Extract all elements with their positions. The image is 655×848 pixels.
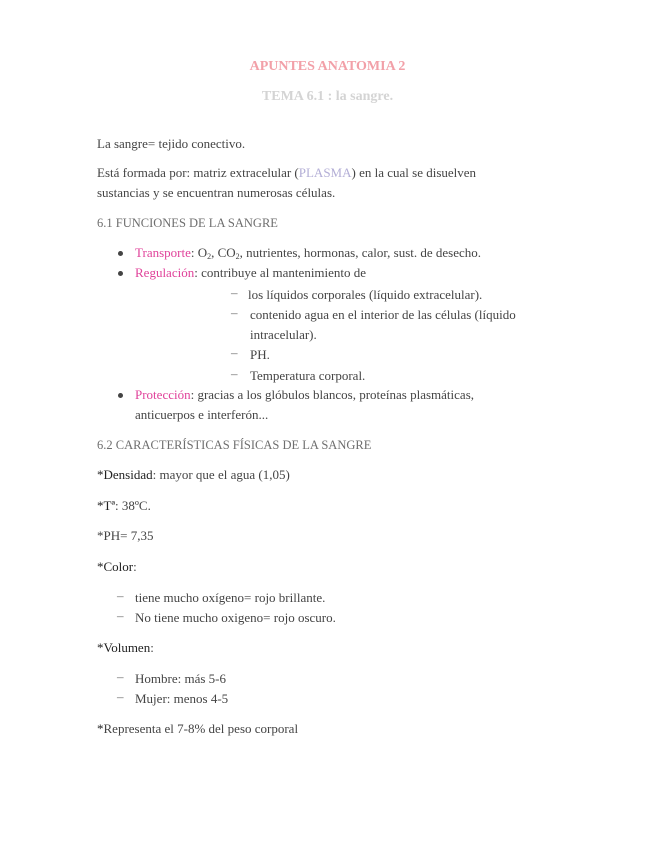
proteccion-label: Protección: [135, 387, 191, 402]
dash-icon: –: [231, 345, 238, 360]
representa-line: [97, 719, 298, 739]
bullet-icon: [118, 393, 123, 398]
plasma-term: PLASMA: [298, 165, 352, 180]
dash-icon: –: [231, 285, 238, 300]
dash-icon: –: [117, 689, 124, 704]
intro-line-1: La sangre= tejido conectivo.: [97, 136, 246, 151]
color-label: *Color: [97, 559, 134, 574]
proteccion-text: : gracias a los glóbulos blancos, proteínas plasmáticas,: [190, 387, 474, 402]
subscript-2: 2: [235, 252, 240, 261]
regulacion-subitem: Temperatura corporal.: [250, 368, 366, 383]
volumen-line: [97, 638, 154, 658]
temperatura-text: : 38ºC.: [115, 498, 151, 513]
subscript-2: 2: [207, 252, 212, 261]
proteccion-text-2: anticuerpos e interferón...: [135, 407, 269, 422]
dash-icon: –: [231, 305, 238, 320]
dash-icon: –: [231, 366, 238, 381]
transporte-text-c: , nutrientes, hormonas, calor, sust. de desecho.: [239, 245, 482, 260]
ph-line: *PH= 7,35: [97, 528, 154, 543]
item-regulacion: [135, 263, 366, 283]
color-colon: :: [133, 559, 137, 574]
transporte-text-a: : O: [190, 245, 208, 260]
representa-asterisk: *: [97, 721, 104, 736]
volumen-colon: :: [150, 640, 154, 655]
volumen-item: Mujer: menos 4-5: [135, 691, 229, 706]
dash-icon: –: [117, 588, 124, 603]
volumen-label: *Volumen: [97, 640, 151, 655]
representa-text: Representa el 7-8% del peso corporal: [103, 721, 299, 736]
transporte-text-b: , CO: [211, 245, 236, 260]
intro-line-2: [97, 163, 476, 183]
regulacion-subitem: PH.: [250, 347, 270, 362]
document-title: APUNTES ANATOMIA 2: [249, 59, 406, 74]
dash-icon: –: [117, 608, 124, 623]
bullet-icon: [118, 271, 123, 276]
transporte-label: Transporte: [135, 245, 191, 260]
section-2-heading: 6.2 CARACTERÍSTICAS FÍSICAS DE LA SANGRE: [97, 438, 372, 452]
densidad-label: *Densidad: [97, 467, 153, 482]
intro-line-3: sustancias y se encuentran numerosas células.: [97, 185, 336, 200]
color-item: No tiene mucho oxigeno= rojo oscuro.: [135, 610, 336, 625]
bullet-icon: [118, 251, 123, 256]
regulacion-text: : contribuye al mantenimiento de: [194, 265, 367, 280]
temperatura-line: [97, 496, 151, 516]
color-line: [97, 557, 137, 577]
regulacion-label: Regulación: [135, 265, 195, 280]
volumen-item: Hombre: más 5-6: [135, 671, 226, 686]
temperatura-label: *Tª: [97, 498, 116, 513]
regulacion-subitem: contenido agua en el interior de las células (líquido: [250, 307, 516, 322]
intro-text-a: Está formada por: matriz extracelular (: [97, 165, 299, 180]
intro-text-b: ) en la cual se disuelven: [351, 165, 477, 180]
regulacion-subitem: los líquidos corporales (líquido extracelular).: [248, 287, 483, 302]
document-subtitle: TEMA 6.1 : la sangre.: [261, 89, 394, 104]
item-proteccion: [135, 385, 474, 405]
densidad-line: [97, 465, 290, 485]
section-1-heading: 6.1 FUNCIONES DE LA SANGRE: [97, 216, 278, 230]
color-item: tiene mucho oxígeno= rojo brillante.: [135, 590, 326, 605]
densidad-text: : mayor que el agua (1,05): [152, 467, 290, 482]
regulacion-subitem-continued: intracelular).: [250, 327, 317, 342]
dash-icon: –: [117, 669, 124, 684]
